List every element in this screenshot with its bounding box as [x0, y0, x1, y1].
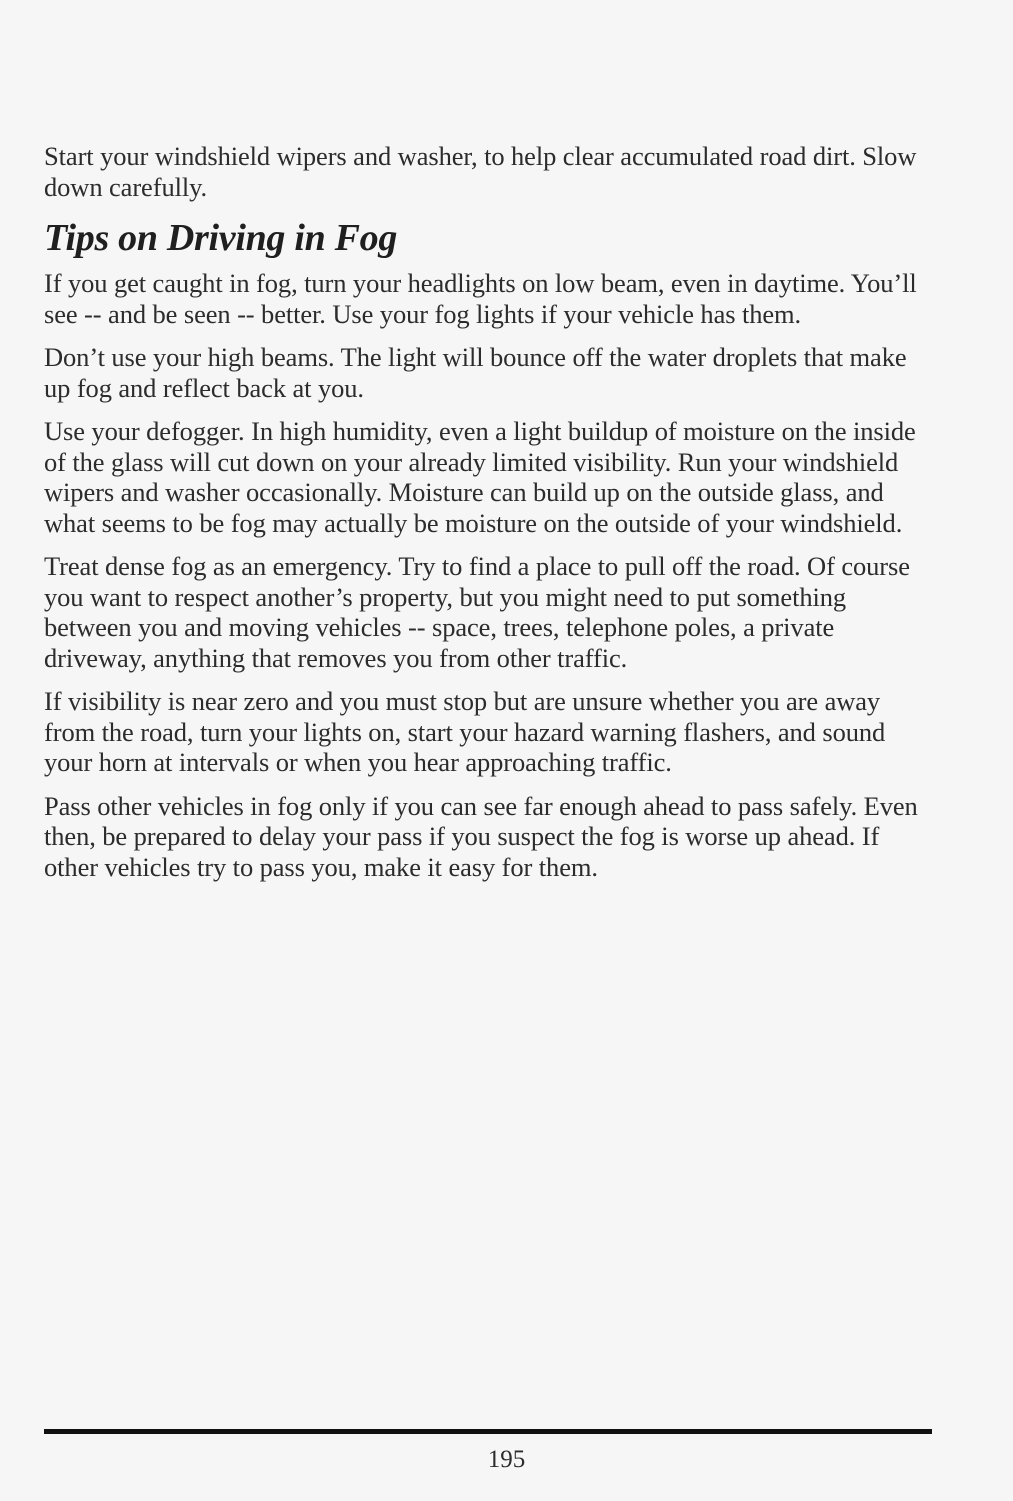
footer-rule — [44, 1429, 932, 1434]
paragraph-dense-fog: Treat dense fog as an emergency. Try to find a place to pull off the road. Of course you want to respect another’s property, but you might need to put something between you and moving vehicles -- space, trees, telephone poles, a private driveway, anything that removes you from other traffic. — [44, 551, 910, 673]
paragraph-passing: Pass other vehicles in fog only if you can see far enough ahead to pass safely. Even then, be prepared to delay your pass if you suspect the fog is worse up ahead. If other vehicles try to pass you, make it easy for them. — [44, 790, 918, 882]
intro-paragraph: Start your windshield wipers and washer, to help clear accumulated road dirt. Slow down carefully. — [44, 141, 917, 202]
paragraph-near-zero-visibility: If visibility is near zero and you must stop but are unsure whether you are away from the road, turn your lights on, start your hazard warning flashers, and sound your horn at intervals or when you hear approaching traffic. — [44, 686, 886, 777]
paragraph-low-beam: If you get caught in fog, turn your headlights on low beam, even in daytime. You’ll see -- and be seen -- better. Use your fog lights if your vehicle has them. — [44, 268, 917, 329]
paragraph-high-beams: Don’t use your high beams. The light will bounce off the water droplets that make up fog and reflect back at you. — [44, 342, 907, 403]
paragraph-defogger: Use your defogger. In high humidity, even a light buildup of moisture on the inside of the glass will cut down on your already limited visibility. Run your windshield wipers and washer occasionally. Moisture can build up on the outside glass, and what seems to be fog may actually be moisture on the outside of your windshield. — [44, 416, 916, 538]
section-heading: Tips on Driving in Fog — [44, 217, 398, 259]
page-body — [44, 141, 932, 895]
page-number: 195 — [487, 1446, 526, 1473]
